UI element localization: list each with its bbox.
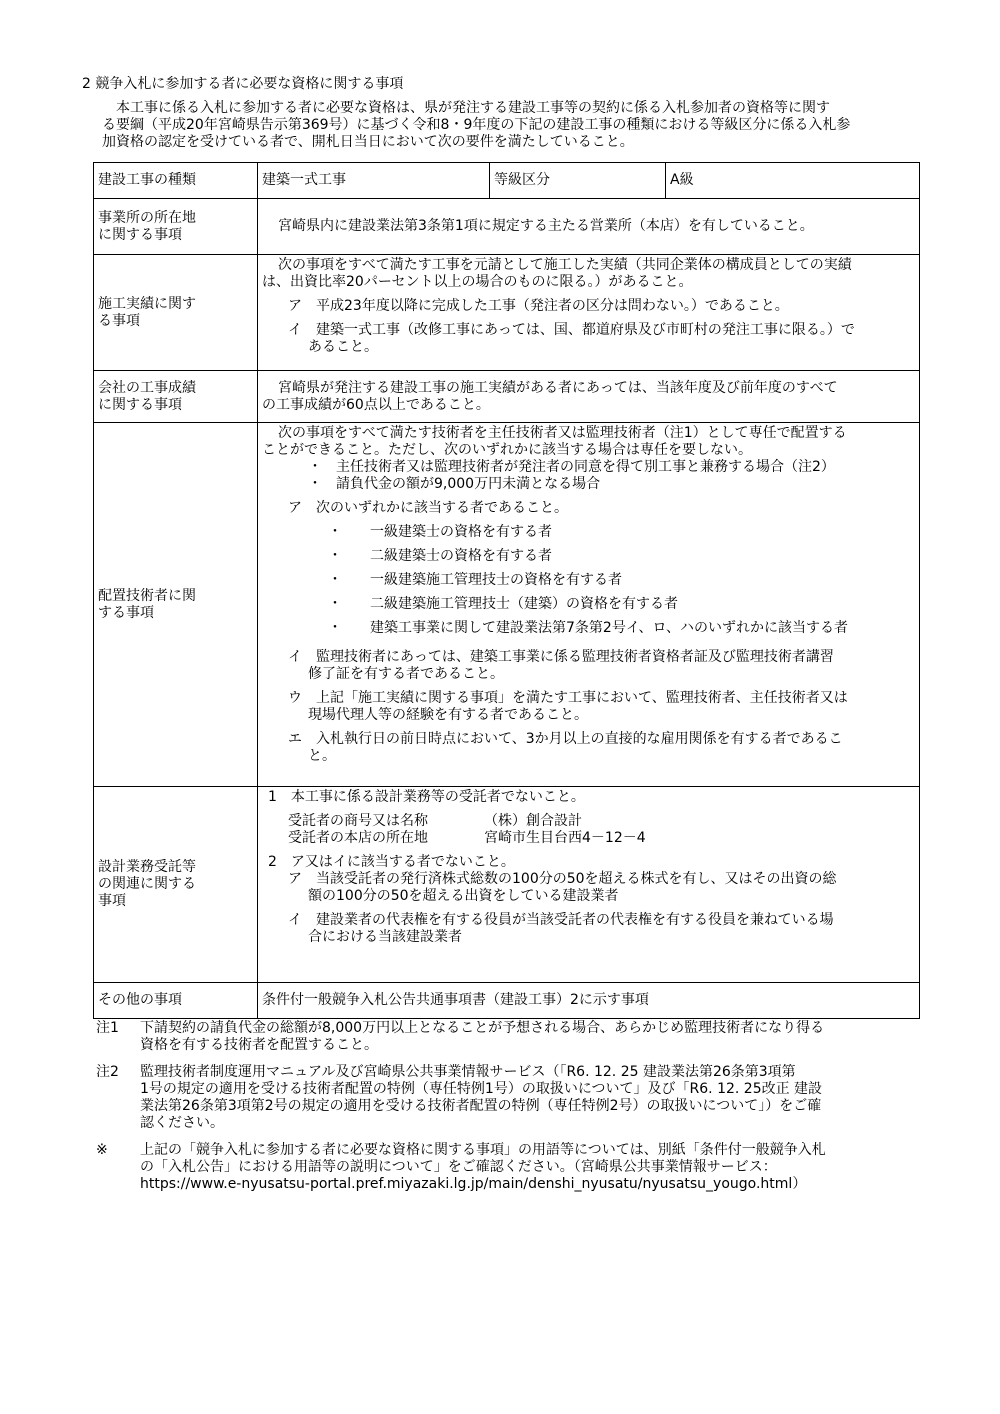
note-1 bbox=[96, 1020, 926, 1054]
note-2 bbox=[96, 1064, 926, 1132]
list-item: ・ 一級建築士の資格を有する者 bbox=[328, 524, 552, 540]
note-line: 業法第26条第3項第2号の規定の適用を受ける技術者配置の特例（専任特例2号）の取扱いについて」）をご確 bbox=[140, 1098, 822, 1114]
other-label: その他の事項 bbox=[94, 983, 258, 1019]
label-line: 施工実績に関す bbox=[98, 295, 196, 312]
text-line: と。 bbox=[308, 748, 336, 764]
label-line: 配置技術者に関 bbox=[98, 587, 196, 604]
engineer-text bbox=[258, 423, 920, 787]
text-line: は、出資比率20パーセント以上の場合のものに限る。）があること。 bbox=[262, 274, 693, 290]
text-line: 次の事項をすべて満たす技術者を主任技術者又は監理技術者（注1）として専任で配置する bbox=[278, 425, 847, 441]
label-line: に関する事項 bbox=[98, 226, 182, 243]
text-line: 現場代理人等の経験を有する者であること。 bbox=[308, 707, 588, 723]
portal-url: https://www.e-nyusatsu-portal.pref.miyazaki.lg.jp/main/denshi_nyusatu/nyusatsu_yougo.html） bbox=[140, 1176, 807, 1192]
note-line: 下請契約の請負代金の総額が8,000万円以上となることが予想される場合、あらかじめ監理技術者になり得る bbox=[140, 1020, 825, 1036]
intro-line: 加資格の認定を受けている者で、開札日当日において次の要件を満たしていること。 bbox=[102, 134, 634, 150]
score-label bbox=[94, 371, 258, 423]
table-row bbox=[94, 423, 920, 787]
table-row bbox=[94, 163, 920, 199]
text-line: 宮崎県が発注する建設工事の施工実績がある者にあっては、当該年度及び前年度のすべて bbox=[278, 379, 838, 396]
table-row bbox=[94, 371, 920, 423]
table-row bbox=[94, 255, 920, 371]
list-item: ・ 二級建築士の資格を有する者 bbox=[328, 548, 552, 564]
office-text bbox=[258, 199, 920, 255]
text-line: ことができること。ただし、次のいずれかに該当する場合は専任を要しない。 bbox=[262, 442, 752, 458]
list-item: ・ 建築工事業に関して建設業法第7条第2号イ、ロ、ハのいずれかに該当する者 bbox=[328, 620, 848, 636]
table-row bbox=[94, 983, 920, 1019]
office-label bbox=[94, 199, 258, 255]
note-line: 上記の「競争入札に参加する者に必要な資格に関する事項」の用語等については、別紙「条件付一般競争入札 bbox=[140, 1142, 826, 1158]
text-line: 次の事項をすべて満たす工事を元請として施工した実績（共同企業体の構成員としての実績 bbox=[278, 257, 852, 273]
kind-label: 建設工事の種類 bbox=[94, 163, 258, 199]
score-text bbox=[258, 371, 920, 423]
design-text bbox=[258, 787, 920, 983]
notes bbox=[96, 1020, 926, 1203]
text-line: 宮崎県内に建設業法第3条第1項に規定する主たる営業所（本店）を有していること。 bbox=[278, 218, 814, 234]
note-line: 1号の規定の適用を受ける技術者配置の特例（専任特例1号）の取扱いについて」及び「R6. 12. 25改正 建設 bbox=[140, 1081, 823, 1097]
label-line: 事項 bbox=[98, 893, 126, 909]
label-line: 会社の工事成績 bbox=[98, 379, 196, 396]
note-mark: ※ bbox=[96, 1142, 108, 1158]
list-item: ・ 一級建築施工管理技士の資格を有する者 bbox=[328, 572, 622, 588]
grade-label: 等級区分 bbox=[490, 163, 666, 199]
text-line: ア 平成23年度以降に完成した工事（発注者の区分は問わない。）であること。 bbox=[288, 298, 789, 314]
contractor-address-value: 宮崎市生目台西4－12－4 bbox=[484, 830, 646, 846]
note-line: の「入札公告」における用語等の説明について」をご確認ください。（宮崎県公共事業情報サービス： bbox=[140, 1159, 777, 1175]
kind-value: 建築一式工事 bbox=[258, 163, 490, 199]
contractor-address-label: 受託者の本店の所在地 bbox=[288, 830, 428, 846]
contractor-name-label: 受託者の商号又は名称 bbox=[288, 813, 428, 829]
note-line: 監理技術者制度運用マニュアル及び宮崎県公共事業情報サービス（「R6. 12. 25 建設業法第26条第3項第 bbox=[140, 1064, 796, 1080]
text-line: の工事成績が60点以上であること。 bbox=[262, 396, 490, 413]
text-line: ア 当該受託者の発行済株式総数の100分の50を超える株式を有し、又はその出資の総 bbox=[288, 871, 837, 887]
text-line: イ 建築一式工事（改修工事にあっては、国、都道府県及び市町村の発注工事に限る。）で bbox=[288, 322, 855, 338]
requirements-table bbox=[93, 162, 920, 1019]
intro-paragraph bbox=[102, 100, 882, 151]
note-asterisk bbox=[96, 1142, 926, 1193]
contractor-name-value: （株）創合設計 bbox=[484, 813, 582, 829]
note-line: 資格を有する技術者を配置すること。 bbox=[140, 1037, 378, 1053]
text-line: 額の100分の50を超える出資をしている建設業者 bbox=[308, 888, 619, 904]
text-line: イ 監理技術者にあっては、建築工事業に係る監理技術者資格者証及び監理技術者講習 bbox=[288, 649, 834, 665]
intro-line: る要綱（平成20年宮崎県告示第369号）に基づく令和8・9年度の下記の建設工事の種類における等級区分に係る入札参 bbox=[102, 117, 851, 133]
engineer-label bbox=[94, 423, 258, 787]
label-line: に関する事項 bbox=[98, 396, 182, 413]
label-line: する事項 bbox=[98, 604, 154, 621]
grade-value: A級 bbox=[666, 163, 920, 199]
table-row bbox=[94, 199, 920, 255]
text-line: 合における当該建設業者 bbox=[308, 929, 462, 945]
text-line: エ 入札執行日の前日時点において、3か月以上の直接的な雇用関係を有する者であるこ bbox=[288, 731, 843, 747]
text-line: イ 建設業者の代表権を有する役員が当該受託者の代表権を有する役員を兼ねている場 bbox=[288, 912, 834, 928]
record-text bbox=[258, 255, 920, 371]
section-heading: 2 競争入札に参加する者に必要な資格に関する事項 bbox=[82, 76, 404, 92]
label-line: 事業所の所在地 bbox=[98, 209, 196, 226]
label-line: 設計業務受託等 bbox=[98, 859, 196, 875]
label-line: の関連に関する bbox=[98, 876, 196, 892]
list-item: ・ 二級建築施工管理技士（建築）の資格を有する者 bbox=[328, 596, 678, 612]
text-line: あること。 bbox=[308, 339, 378, 355]
text-line: 1 本工事に係る設計業務等の受託者でないこと。 bbox=[268, 789, 585, 805]
design-label bbox=[94, 787, 258, 983]
intro-line: 本工事に係る入札に参加する者に必要な資格は、県が発注する建設工事等の契約に係る入札参加者の資格等に関す bbox=[102, 100, 830, 116]
text-line: ウ 上記「施工実績に関する事項」を満たす工事において、監理技術者、主任技術者又は bbox=[288, 690, 848, 706]
text-line: ア 次のいずれかに該当する者であること。 bbox=[288, 500, 568, 516]
table-row bbox=[94, 787, 920, 983]
record-label bbox=[94, 255, 258, 371]
text-line: 修了証を有する者であること。 bbox=[308, 666, 504, 682]
label-line: る事項 bbox=[98, 312, 140, 329]
text-line: ・ 請負代金の額が9,000万円未満となる場合 bbox=[308, 476, 601, 492]
text-line: ・ 主任技術者又は監理技術者が発注者の同意を得て別工事と兼務する場合（注2） bbox=[308, 459, 835, 475]
other-text: 条件付一般競争入札公告共通事項書（建設工事）2に示す事項 bbox=[258, 983, 920, 1019]
note-mark: 注2 bbox=[96, 1064, 119, 1080]
note-mark: 注1 bbox=[96, 1020, 119, 1036]
text-line: 2 ア又はイに該当する者でないこと。 bbox=[268, 854, 515, 870]
note-line: 認ください。 bbox=[140, 1115, 224, 1131]
